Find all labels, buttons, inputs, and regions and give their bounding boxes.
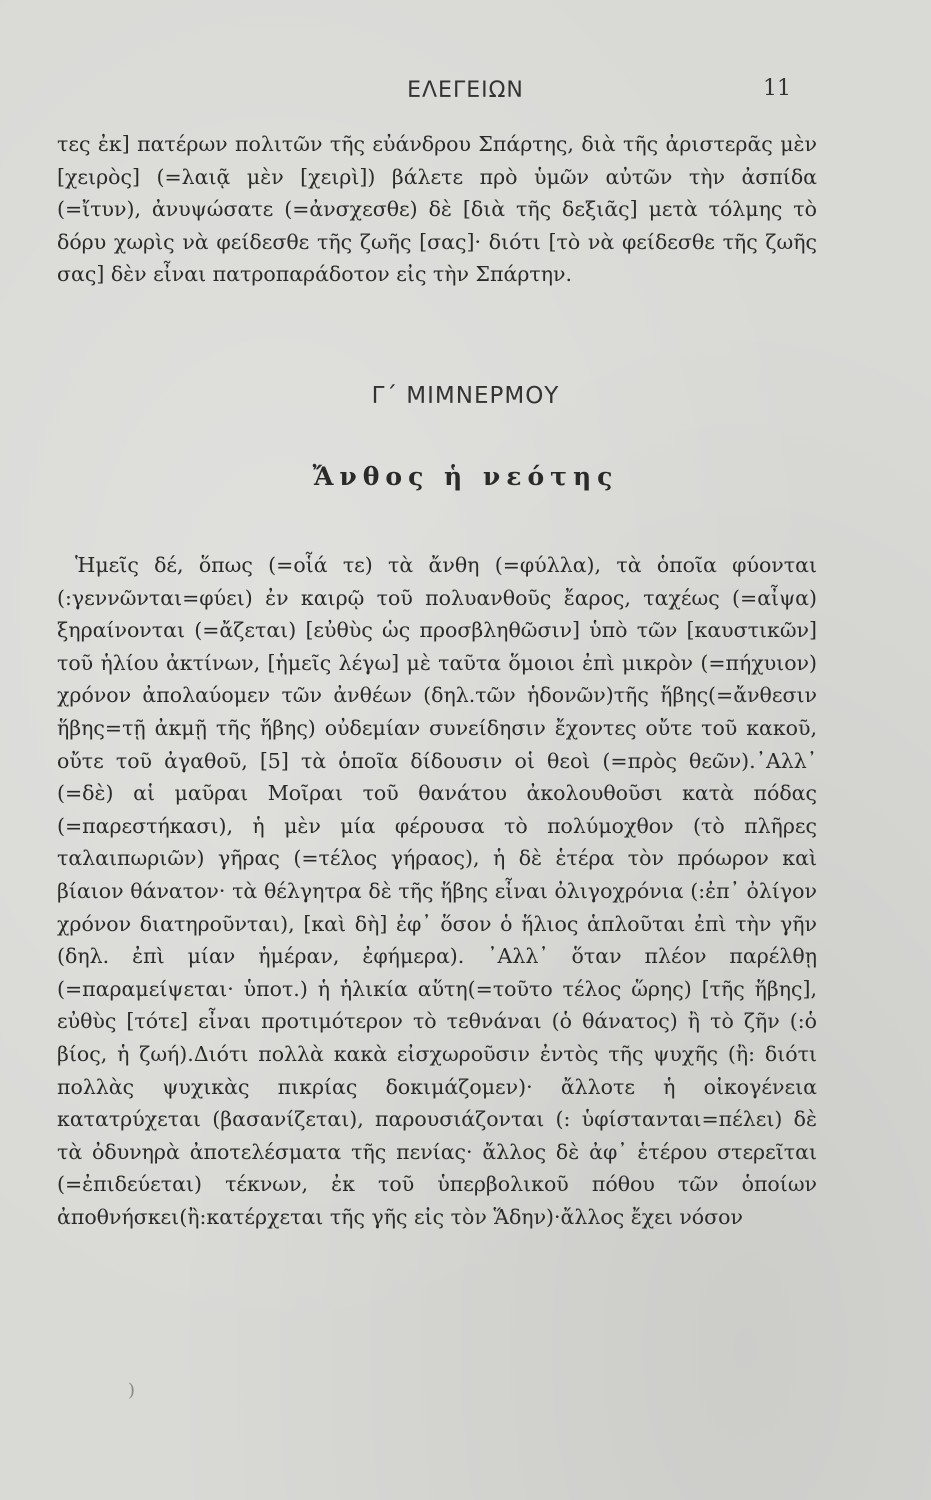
running-header xyxy=(0,72,931,112)
intro-paragraph: τες ἐκ] πατέρων πολιτῶν τῆς εὐάνδρου Σπάρτης, διὰ τῆς ἀριστερᾶς μὲν [χειρὸς] (=λαιᾷ μὲν [χειρὶ]) βάλετε πρὸ ὑμῶν αὐτῶν τὴν ἀσπίδα (=ἴτυν), ἀνυψώσατε (=ἀνσχεσθε) δὲ [διὰ τῆς δεξιᾶς] μετὰ τόλμης τὸ δόρυ χωρὶς νὰ φείδεσθε τῆς ζωῆς [σας]· διότι [τὸ νὰ φείδεσθε τῆς ζωῆς σας] δὲν εἶναι πατροπαράδοτον εἰς τὴν Σπάρτην. xyxy=(57,132,817,287)
poem-title: Ἄνθος ἡ νεότης xyxy=(312,462,619,491)
running-title: ΕΛΕΓΕΙΩΝ xyxy=(407,78,524,103)
main-paragraph: Ἡμεῖς δέ, ὅπως (=οἷά τε) τὰ ἄνθη (=φύλλα), τὰ ὁποῖα φύονται (:γεννῶνται=φύει) ἐν καιρῷ τοῦ πολυανθοῦς ἔαρος, ταχέως (=αἶψα) ξηραίνονται (=ἄζεται) [εὐθὺς ὡς προσβληθῶσιν] ὑπὸ τῶν [καυστικῶν] τοῦ ἡλίου ἀκτίνων, [ἡμεῖς λέγω] μὲ ταῦτα ὅμοιοι ἐπὶ μικρὸν (=πήχυιον) χρόνον ἀπολαύομεν τῶν ἀνθέων (δηλ.τῶν ἡδονῶν)τῆς ἥβης(=ἄνθεσιν ἥβης=τῇ ἀκμῇ τῆς ἥβης) οὐδεμίαν συνείδησιν ἔχοντες οὔτε τοῦ κακοῦ, οὔτε τοῦ ἀγαθοῦ, [5] τὰ ὁποῖα δίδουσιν οἱ θεοὶ (=πρὸς θεῶν).᾿Αλλ᾿ (=δὲ) αἱ μαῦραι Μοῖραι τοῦ θανάτου ἀκολουθοῦσι κατὰ πόδας (=παρεστήκασι), ἡ μὲν μία φέρουσα τὸ πολύμοχθον (τὸ πλῆρες ταλαιπωριῶν) γῆρας (=τέλος γήραος), ἡ δὲ ἑτέρα τὸν πρόωρον καὶ βίαιον θάνατον· τὰ θέλγητρα δὲ τῆς ἥβης εἶναι ὀλιγοχρόνια (:ἐπ᾿ ὀλίγον χρόνον διατηροῦνται), [καὶ δὴ] ἐφ᾿ ὅσον ὁ ἥλιος ἁπλοῦται ἐπὶ τὴν γῆν (δηλ. ἐπὶ μίαν ἡμέραν, ἐφήμερα). ᾿Αλλ᾿ ὅταν πλέον παρέλθῃ (=παραμείψεται· ὑποτ.) ἡ ἡλικία αὕτη(=τοῦτο τέλος ὥρης) [τῆς ἥβης], εὐθὺς [τότε] εἶναι προτιμότερον τὸ τεθνάναι (ὁ θάνατος) ἢ τὸ ζῆν (:ὁ βίος, ἡ ζωή).Διότι πολλὰ κακὰ εἰσχωροῦσιν ἐντὸς τῆς ψυχῆς (ἢ: διότι πολλὰς ψυχικὰς πικρίας δοκιμάζομεν)· ἄλλοτε ἡ οἰκογένεια κατατρύχεται (βασανίζεται), παρουσιάζονται (: ὑφίστανται=πέλει) δὲ τὰ ὀδυνηρὰ ἀποτελέσματα τῆς πενίας· ἄλλος δὲ ἀφ᾿ ἑτέρου στερεῖται (=ἐπιδεύεται) τέκνων, ἐκ τοῦ ὑπερβολικοῦ πόθου τῶν ὁποίων ἀποθνήσκει(ἢ:κατέρχεται τῆς γῆς εἰς τὸν Ἅδην)·ἄλλος ἔχει νόσον xyxy=(57,553,817,1229)
intro-text-block xyxy=(57,128,817,291)
page-number: 11 xyxy=(763,76,791,101)
stray-ink-mark: ) xyxy=(128,1380,136,1401)
main-text-block xyxy=(57,549,817,1233)
section-heading: Γ΄ ΜΙΜΝΕΡΜΟΥ xyxy=(371,383,560,409)
